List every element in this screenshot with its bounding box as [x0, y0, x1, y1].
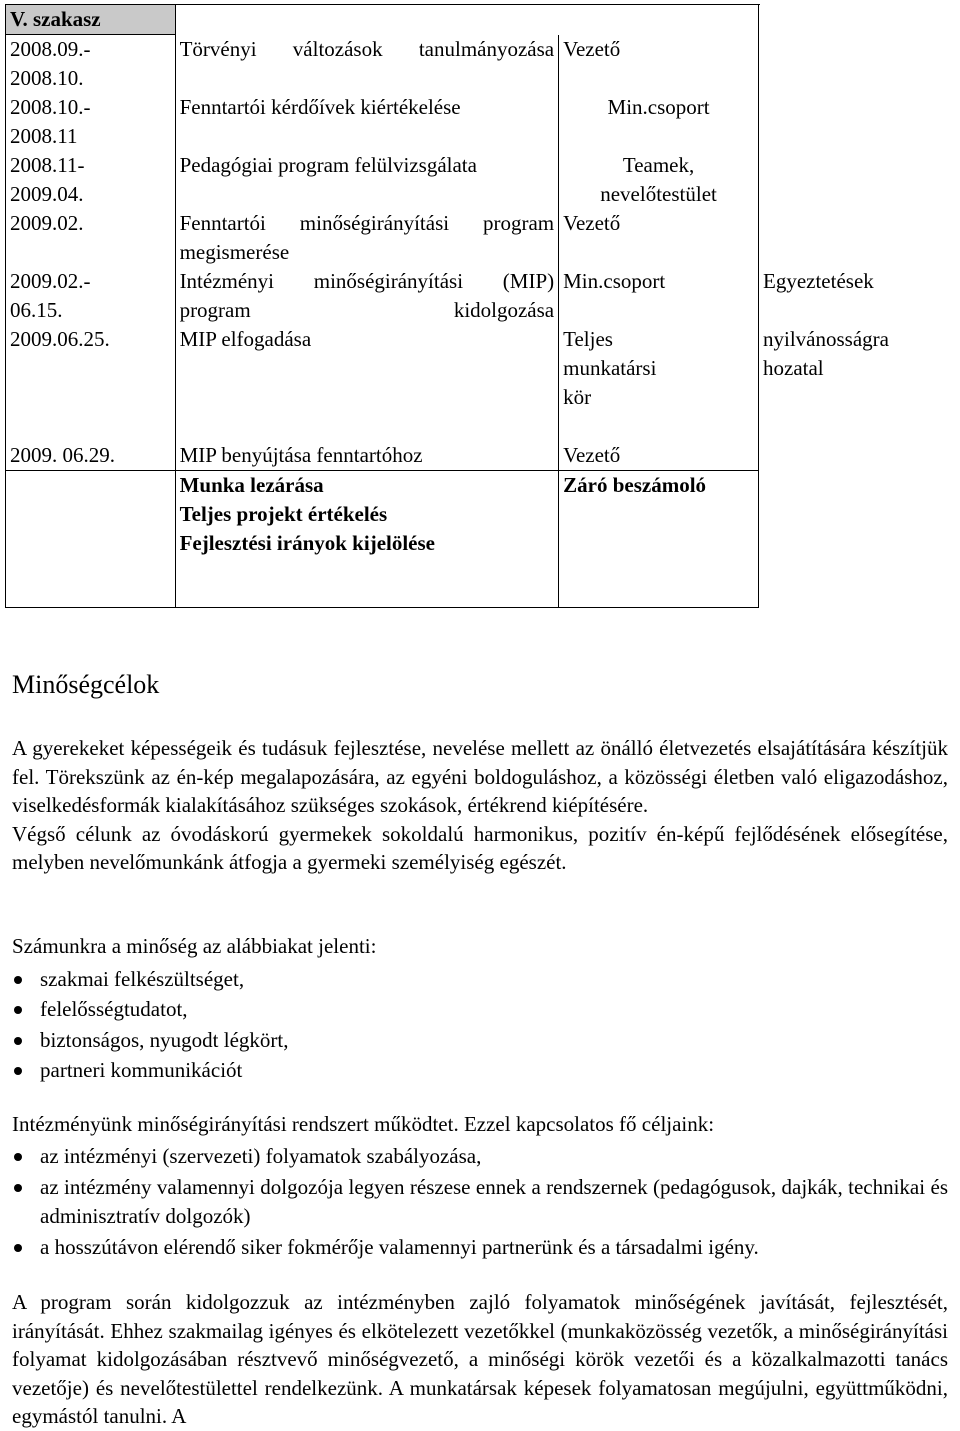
responsible-cell: Vezető	[559, 209, 759, 267]
date-cell: 2008.11- 2009.04.	[6, 151, 176, 209]
closing-paragraph-block	[12, 1288, 948, 1431]
task-cell: MIP benyújtása fenntartóhoz	[175, 441, 559, 471]
task-cell: Intézményi minőségirányítási (MIP) program kidolgozása	[175, 267, 559, 325]
section-label: V. szakasz	[6, 5, 176, 35]
date-cell: 2009. 06.29.	[6, 441, 176, 471]
closing-tasks: Munka lezárása Teljes projekt értékelés Fejlesztési irányok kijelölése	[175, 471, 559, 608]
task-cell: MIP elfogadása	[175, 325, 559, 441]
list-item: a hosszútávon elérendő siker fokmérője valamennyi partnerünk és a társadalmi igény.	[12, 1233, 948, 1262]
goals-block	[12, 1110, 948, 1262]
table-row	[6, 441, 759, 471]
table-row: 2009.02.- 06.15. Intézményi minőségirányítási (MIP) program kidolgozása Min.csoport Egyeztetések	[6, 267, 759, 325]
closing-row	[6, 471, 759, 608]
paragraph: A gyerekeket képességeik és tudásuk fejlesztése, nevelése mellett az önálló életvezetés elsajátítására készítjük fel. Törekszünk az én-kép megalapozására, az egyéni boldoguláshoz, a közösségi életben való eligazodáshoz, viselkedésformák kialakításához szükséges szokások, értékrend kiépítésére.	[12, 736, 948, 817]
section-heading: Minőségcélok	[12, 670, 160, 699]
table-row	[6, 93, 759, 151]
table-row	[6, 35, 759, 94]
section-row	[6, 5, 759, 35]
body-text	[12, 734, 948, 877]
goals-intro: Intézményünk minőségirányítási rendszert működtet. Ezzel kapcsolatos fő céljaink:	[12, 1112, 715, 1136]
responsible-cell: Min.csoport	[559, 267, 759, 325]
task-cell: Törvényi változások tanulmányozása	[175, 35, 559, 94]
task-cell: Fenntartói kérdőívek kiértékelése	[175, 93, 559, 151]
date-cell: 2009.06.25.	[6, 325, 176, 441]
responsible-cell: Teljes munkatársi kör	[559, 325, 759, 441]
list-item: szakmai felkészültséget,	[12, 965, 948, 994]
list-item: az intézményi (szervezeti) folyamatok szabályozása,	[12, 1142, 948, 1171]
responsible-cell: Vezető	[559, 441, 759, 471]
list-item: partneri kommunikációt	[12, 1056, 948, 1085]
goals-list	[12, 1142, 948, 1262]
list-item: az intézmény valamennyi dolgozója legyen részese ennek a rendszernek (pedagógusok, dajkák, technikai és adminisztratív dolgozók)	[12, 1173, 948, 1230]
table-row	[6, 151, 759, 209]
table-row: 2009.06.25. MIP elfogadása Teljes munkatársi kör nyilvánosságra hozatal	[6, 325, 759, 441]
task-cell: Fenntartói minőségirányítási program megismerése	[175, 209, 559, 267]
quality-list	[12, 965, 948, 1085]
closing-responsible: Záró beszámoló	[559, 471, 759, 608]
responsible-cell: Vezető	[559, 35, 759, 94]
table-row	[6, 209, 759, 267]
date-cell: 2008.10.- 2008.11	[6, 93, 176, 151]
quality-block	[12, 932, 948, 1085]
list-item: felelősségtudatot,	[12, 995, 948, 1024]
quality-intro: Számunkra a minőség az alábbiakat jelenti:	[12, 934, 377, 958]
date-cell: 2009.02.- 06.15.	[6, 267, 176, 325]
responsible-cell: Min.csoport	[559, 93, 759, 151]
responsible-cell: Teamek, nevelőtestület	[559, 151, 759, 209]
task-cell: Pedagógiai program felülvizsgálata	[175, 151, 559, 209]
list-item: biztonságos, nyugodt légkört,	[12, 1026, 948, 1055]
schedule-table	[5, 4, 889, 608]
date-cell: 2008.09.- 2008.10.	[6, 35, 176, 94]
paragraph: Végső célunk az óvodáskorú gyermekek sokoldalú harmonikus, pozitív én-képű fejlődésének elősegítése, melyben nevelőmunkánk átfogja a gyermeki személyiség egészét.	[12, 821, 948, 874]
date-cell: 2009.02.	[6, 209, 176, 267]
paragraph: A program során kidolgozzuk az intézményben zajló folyamatok minőségének javítását, fejlesztését, irányítását. Ehhez szakmailag igényes és elkötelezett vezetőkkel (munkaközösség vezetők, a minőségirányítási folyamat kidolgozásában résztvevő minőségvezető, a minőségi körök vezetői és a közalkalmazotti tanács vezetője) és nevelőtestülettel rendelkezünk. A munkatársak képesek folyamatosan megújulni, együttműködni, egymástól tanulni. A	[12, 1290, 948, 1428]
